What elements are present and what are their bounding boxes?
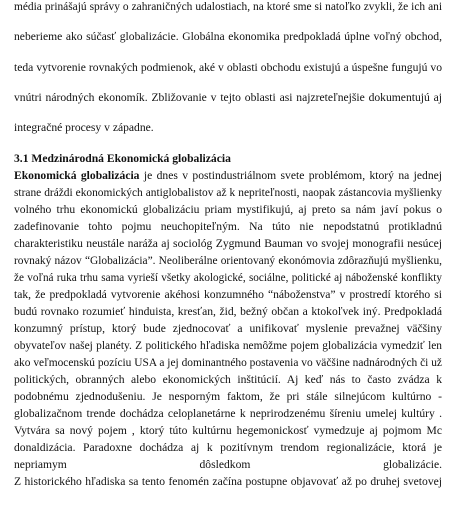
text-line: obyvateľov našej planéty. Z politického hľadiska nemôžme pojem globalizácia vymedziť len [14, 340, 442, 352]
text-line: tak, že predpokladá vytvorenie akéhosi konzumného “náboženstva” v prostredí ktorého si [14, 288, 442, 301]
text-line: vnútri národných ekonomík. Zbližovanie v tejto oblasti asi najzreteľnejšie dokumentujú aj [14, 91, 442, 104]
section-heading: 3.1 Medzinárodná Ekonomická globalizácia [14, 152, 231, 165]
text-line: média prinášajú správy o zahraničných udalostiach, na ktoré sme si natoľko zvykli, že ich ani [14, 1, 442, 13]
text-line: Vytvára sa nový pojem , ktorý túto kultúrnu hegemonickosť vymedzuje aj pojmom Mc [14, 424, 442, 437]
lead-term: Ekonomická globalizácia [14, 169, 140, 182]
text-line: neberieme ako súčasť globalizácie. Globálna ekonomika predpokladá úplne voľný obchod, [14, 30, 442, 43]
text-line: ako veľmocenskú pozíciu USA a jej dominantného postavenia vo väčšine nadnárodných či už [14, 357, 442, 369]
text-span: je dnes v postindustriálnom svete problémom, ktorý na jednej [139, 169, 442, 182]
text-line: rovnaký názov “Globalizácia”. Neoliberálne orientovaný ekonómovia zdôrazňujú myšlienku, [14, 255, 442, 267]
text-line: integračné procesy v západne. [14, 121, 154, 134]
text-line: teda vytvorenie rovnakých podmienok, aké v oblasti obchodu existujú a úspešne fungujú vo [14, 61, 442, 74]
text-line: volného trhu ekonomickú globalizáciu priam mystifikujú, aj preto sa nám javí pokus o [14, 203, 442, 216]
text-line: budú rovnako rozumieť hinduista, kresťan, žid, bežný občan a ktokoľvek iný. Predpokladá [14, 305, 442, 318]
text-line: donaldizácia. Paradoxne dochádza aj k pozitívnym trendom regionalizácie, ktorá je [14, 441, 442, 454]
text-line: strane dráždi ekonomických antiglobalistov až k nepriteľnosti, naopak zástancovia myšlienky [14, 187, 442, 199]
text-line: nepriamym dôsledkom globalizácie. [14, 458, 442, 471]
text-line: Z historického hľadiska sa tento fenomén začína postupne objavovať až po druhej svetovej [14, 475, 442, 488]
text-line: zadefinovanie tohto pojmu neuchopiteľným. Na túto nie nepodstatnú protikladnú [14, 220, 442, 233]
text-line: charakteristiku neustále naráža aj sociológ Zygmund Bauman vo svojej monografii nesúcej [14, 237, 442, 250]
text-line: konzumný prístup, ktorý bude zjednocovať a unifikovať myslenie prevažnej väčšiny [14, 322, 442, 335]
text-line: podobnému zjednodušeniu. Je nesporným faktom, že pri stále silnejúcom kultúrno - [14, 390, 442, 403]
text-line: politických, obranných alebo ekonomických inštitúcií. Aj keď nás to často zvádza k [14, 373, 442, 386]
text-line: globalizačnom trende dochádza celoplanetárne k neprirodzenému šíreniu umelej kultúry . [14, 407, 442, 420]
text-line [14, 169, 442, 183]
text-line: že voľná ruka trhu sama vyrieší všetky akologické, sociálne, politické aj náboženské konflikty [14, 272, 442, 284]
